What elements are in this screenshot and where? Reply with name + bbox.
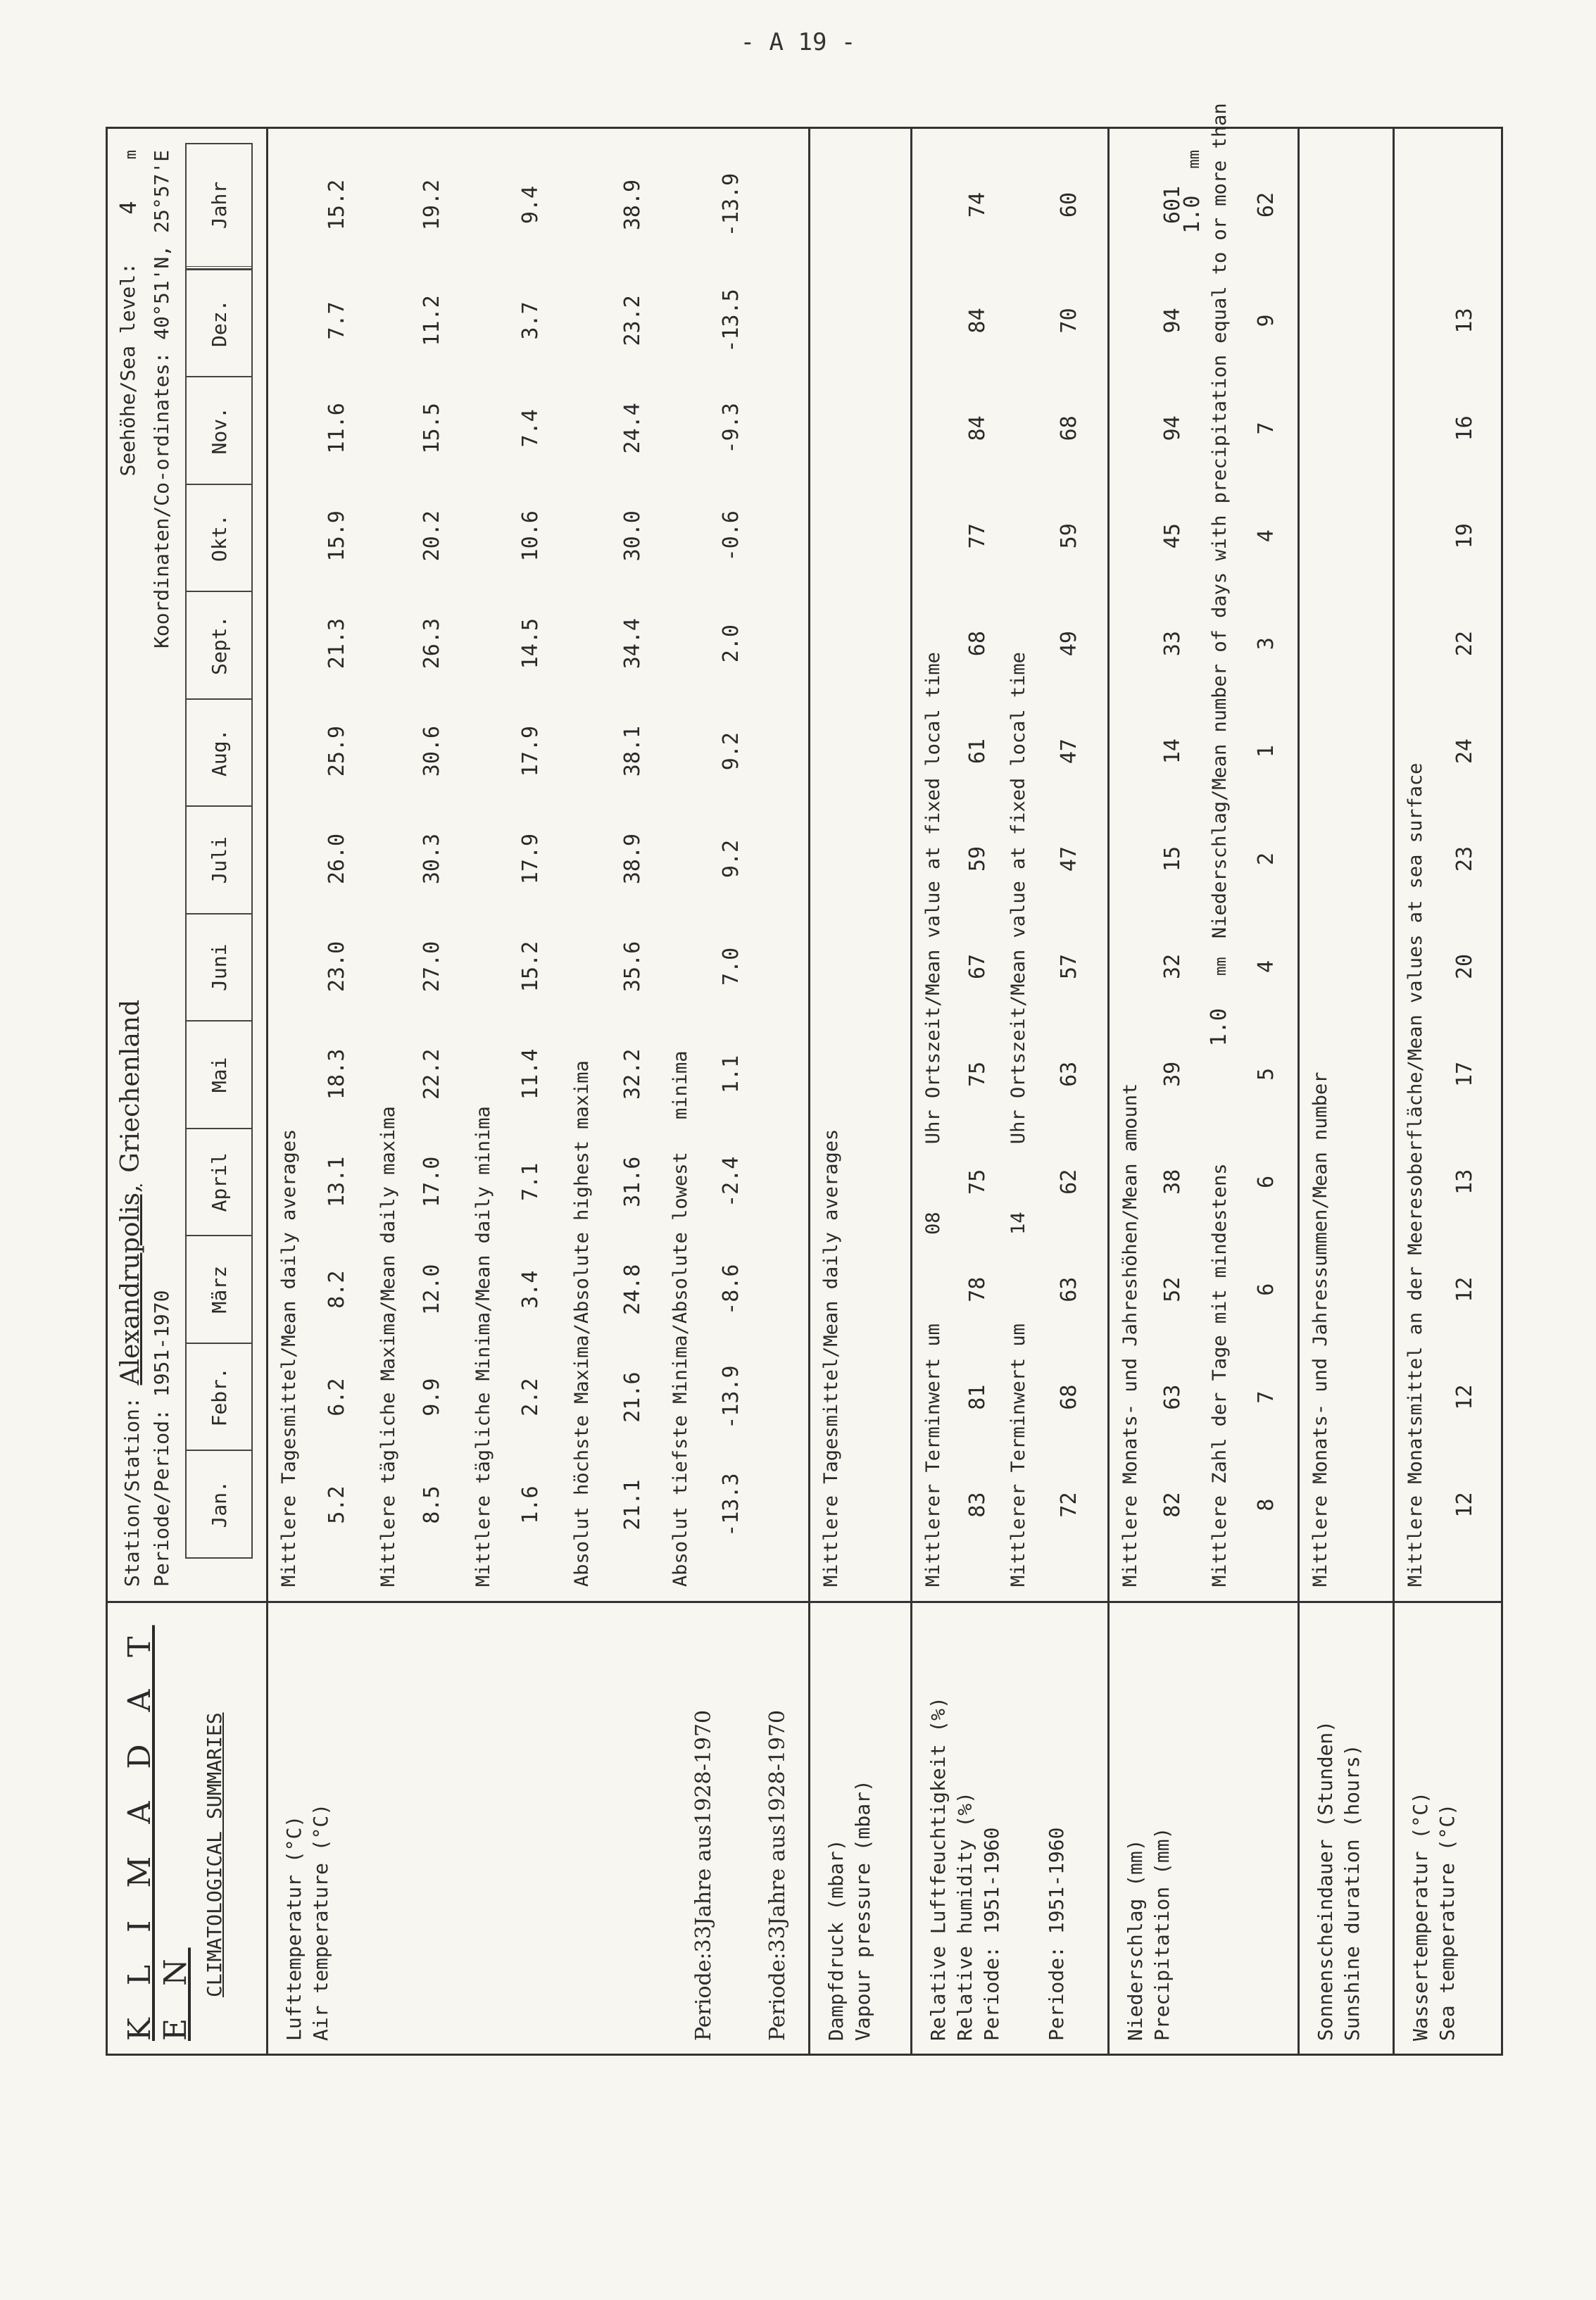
sea-temp-label-de: Wassertemperatur (°C) xyxy=(1409,1791,1432,2041)
month-value: 1 xyxy=(1254,745,1278,758)
air-temp-mean-row xyxy=(325,143,353,1559)
humidity-label-en: Relative humidity (%) xyxy=(953,1791,976,2041)
month-value: 21.1 xyxy=(620,1479,645,1531)
month-value: 35.6 xyxy=(620,941,645,993)
month-value: 3.4 xyxy=(518,1270,543,1309)
month-value: -2.4 xyxy=(719,1156,743,1207)
vapour-caption: Mittlere Tagesmittel/Mean daily averages xyxy=(820,1129,842,1587)
table-title: K L I M A D A T E N xyxy=(122,1625,194,2041)
year-value: 19.2 xyxy=(420,179,444,231)
month-value: 6 xyxy=(1254,1283,1278,1296)
month-value: 22 xyxy=(1452,631,1477,657)
month-value: 15.2 xyxy=(518,941,543,993)
days-threshold-unit: mm xyxy=(1186,150,1203,169)
month-value: 34.4 xyxy=(620,618,645,670)
month-header: März xyxy=(187,1236,251,1343)
month-value: 63 xyxy=(1160,1384,1185,1410)
month-value: 25.9 xyxy=(325,725,349,777)
month-value: 14.5 xyxy=(518,618,543,670)
month-value: 75 xyxy=(965,1061,990,1087)
month-value: 17 xyxy=(1452,1061,1477,1087)
year-header: Jahr xyxy=(187,144,251,269)
month-value: 20.2 xyxy=(420,510,444,562)
month-value: 47 xyxy=(1057,739,1081,765)
air-temp-absmax-caption: Absolut höchste Maxima/Absolute highest maxima xyxy=(571,1060,593,1587)
sea-level-number: 4 xyxy=(115,201,142,215)
station-country: Griechenland xyxy=(116,999,145,1173)
month-value: 81 xyxy=(965,1384,990,1410)
station-line xyxy=(116,1000,145,1587)
table-subtitle: CLIMATOLOGICAL SUMMARIES xyxy=(203,1712,226,1997)
month-value: 24.4 xyxy=(620,403,645,454)
month-value: 4 xyxy=(1254,960,1278,973)
month-value: 23.0 xyxy=(325,941,349,993)
h08-caption-a: Mittlerer Terminwert um xyxy=(922,1324,944,1587)
period-line xyxy=(150,1290,173,1587)
month-value: 15.5 xyxy=(420,403,444,454)
month-header: Juli xyxy=(187,806,251,914)
month-value: 9.2 xyxy=(719,732,743,771)
precip-label-en: Precipitation (mm) xyxy=(1150,1827,1174,2041)
air-temp-period-1: Periode:33Jahre aus1928-1970 xyxy=(691,1709,716,2041)
sea-level-value xyxy=(115,150,142,215)
month-value: 94 xyxy=(1160,415,1185,441)
month-value: 5 xyxy=(1254,1067,1278,1081)
month-value: 59 xyxy=(1057,523,1081,549)
month-value: 11.6 xyxy=(325,403,349,454)
period-label: Periode/Period: xyxy=(150,1409,173,1587)
month-value: 17.0 xyxy=(420,1156,444,1207)
year-value: 601 xyxy=(1160,185,1185,225)
month-value: -13.3 xyxy=(719,1473,743,1537)
month-value: 13 xyxy=(1452,1169,1477,1195)
month-value: 6.2 xyxy=(325,1378,349,1416)
month-value: 7.1 xyxy=(518,1162,543,1201)
month-header: Juni xyxy=(187,913,251,1021)
sea-temp-label-en: Sea temperature (°C) xyxy=(1435,1803,1459,2041)
month-value: 30.0 xyxy=(620,510,645,562)
station-name: Alexandrupolis, xyxy=(116,1184,145,1385)
month-value: 16 xyxy=(1452,415,1477,441)
month-value: 11.2 xyxy=(420,295,444,346)
days-caption-c: mm xyxy=(1212,957,1230,976)
year-value: 38.9 xyxy=(620,179,645,231)
humidity-label xyxy=(912,1603,1110,2054)
precip-label-de: Niederschlag (mm) xyxy=(1124,1839,1147,2041)
month-value: 9.9 xyxy=(420,1378,444,1416)
year-value: -13.9 xyxy=(719,172,743,237)
month-value: 8 xyxy=(1254,1498,1278,1512)
month-value: 15 xyxy=(1160,846,1185,872)
year-value: 62 xyxy=(1254,191,1278,218)
month-value: 12.0 xyxy=(420,1264,444,1315)
month-value: -0.6 xyxy=(719,510,743,562)
month-value: 5.2 xyxy=(325,1485,349,1524)
month-value: 1.1 xyxy=(719,1055,743,1093)
air-temp-absmin-caption xyxy=(670,1050,691,1587)
month-value: 13 xyxy=(1452,308,1477,334)
sea-level-unit: m xyxy=(122,150,140,160)
month-value: 18.3 xyxy=(325,1048,349,1100)
air-temp-period-2: Periode:33Jahre aus1928-1970 xyxy=(765,1709,790,2041)
month-value: 68 xyxy=(1057,415,1081,441)
month-value: 47 xyxy=(1057,846,1081,872)
month-value: 7 xyxy=(1254,422,1278,435)
air-temp-absmax-row xyxy=(620,143,648,1559)
month-value: 8.5 xyxy=(420,1485,444,1524)
sea-temp-label xyxy=(1395,1603,1501,2054)
month-value: 24.8 xyxy=(620,1264,645,1315)
month-value: 67 xyxy=(965,953,990,979)
vapour-label-en: Vapour pressure (mbar) xyxy=(851,1780,874,2041)
month-value: 63 xyxy=(1057,1061,1081,1087)
absmin-caption-b: minima xyxy=(670,1050,691,1120)
air-temp-max-caption: Mittlere tägliche Maxima/Mean daily maxima xyxy=(377,1106,399,1587)
month-value: 26.0 xyxy=(325,833,349,885)
data-column xyxy=(108,103,1501,1601)
days-caption-b: 1.0 xyxy=(1207,1008,1231,1047)
month-value: 68 xyxy=(1057,1384,1081,1410)
year-value: 15.2 xyxy=(325,179,349,231)
month-value: 6 xyxy=(1254,1175,1278,1188)
air-temp-min-row xyxy=(518,143,546,1559)
humidity-14-caption xyxy=(1007,652,1029,1587)
month-value: 62 xyxy=(1057,1169,1081,1195)
precip-days-row xyxy=(1254,143,1282,1559)
month-value: 32 xyxy=(1160,953,1185,979)
month-value: 2 xyxy=(1254,852,1278,866)
sea-temp-row xyxy=(1452,143,1481,1559)
humidity-08-caption xyxy=(922,652,944,1587)
sunshine-label-en: Sunshine duration (hours) xyxy=(1340,1744,1364,2041)
month-value: 21.3 xyxy=(325,618,349,670)
month-header: Dez. xyxy=(187,269,251,377)
absmin-caption-a: Absolut tiefste Minima/Absolute lowest xyxy=(670,1152,691,1587)
humidity-14-row xyxy=(1057,143,1085,1559)
month-value: 94 xyxy=(1160,308,1185,334)
month-value: 75 xyxy=(965,1169,990,1195)
month-value: 19 xyxy=(1452,523,1477,549)
h08-caption-b: 08 xyxy=(922,1212,944,1235)
month-value: 7.0 xyxy=(719,947,743,986)
month-value: 38 xyxy=(1160,1169,1185,1195)
month-value: 17.9 xyxy=(518,725,543,777)
precip-days-caption xyxy=(1207,103,1231,1587)
air-temp-min-caption: Mittlere tägliche Minima/Mean daily minima xyxy=(472,1106,494,1587)
year-value: 74 xyxy=(965,191,990,218)
month-value: 8.2 xyxy=(325,1270,349,1309)
month-header: Okt. xyxy=(187,484,251,591)
month-value: 1.6 xyxy=(518,1485,543,1524)
days-threshold-value xyxy=(1180,150,1205,234)
air-temperature-section xyxy=(268,129,810,1601)
table-title-cell xyxy=(108,1603,268,2054)
month-value: 84 xyxy=(965,415,990,441)
month-value: 33 xyxy=(1160,631,1185,657)
month-header: Jan. xyxy=(187,1450,251,1558)
month-value: 12 xyxy=(1452,1384,1477,1410)
month-value: 12 xyxy=(1452,1276,1477,1302)
h14-caption-c: Uhr Ortszeit/Mean value at fixed local time xyxy=(1007,652,1029,1145)
precipitation-section xyxy=(1110,103,1300,1601)
month-value: 32.2 xyxy=(620,1048,645,1100)
year-value: 60 xyxy=(1057,191,1081,218)
month-value: 20 xyxy=(1452,953,1477,979)
air-temp-label-en: Air temperature (°C) xyxy=(309,1803,332,2041)
humidity-label-de: Relative Luftfeuchtigkeit (%) xyxy=(926,1697,950,2041)
month-value: 83 xyxy=(965,1492,990,1518)
sunshine-caption: Mittlere Monats- und Jahressummen/Mean number xyxy=(1309,1072,1331,1587)
month-value: -13.5 xyxy=(719,289,743,353)
month-value: 12 xyxy=(1452,1492,1477,1518)
month-value: 61 xyxy=(965,739,990,765)
sea-temp-caption: Mittlere Monatsmittel an der Meeresoberfläche/Mean values at sea surface xyxy=(1405,762,1426,1587)
month-value: 30.6 xyxy=(420,725,444,777)
month-header: Nov. xyxy=(187,377,251,484)
humidity-section xyxy=(912,129,1110,1601)
page-number: - A 19 - xyxy=(740,28,856,56)
month-value: 45 xyxy=(1160,523,1185,549)
days-caption-a: Mittlere Zahl der Tage mit mindestens xyxy=(1209,1163,1231,1587)
month-value: 22.2 xyxy=(420,1048,444,1100)
vapour-label xyxy=(810,1603,912,2054)
month-value: 63 xyxy=(1057,1276,1081,1302)
sunshine-label-de: Sonnenscheindauer (Stunden) xyxy=(1314,1720,1337,2041)
h14-caption-b: 14 xyxy=(1007,1212,1029,1235)
month-value: 78 xyxy=(965,1276,990,1302)
h08-caption-c: Uhr Ortszeit/Mean value at fixed local time xyxy=(922,652,944,1145)
month-value: 7.4 xyxy=(518,409,543,448)
month-value: 23 xyxy=(1452,846,1477,872)
month-value: 82 xyxy=(1160,1492,1185,1518)
month-value: -13.9 xyxy=(719,1365,743,1429)
month-value: 39 xyxy=(1160,1061,1185,1087)
month-value: 52 xyxy=(1160,1276,1185,1302)
month-value: 31.6 xyxy=(620,1156,645,1207)
month-value: 7 xyxy=(1254,1390,1278,1404)
month-header: Febr. xyxy=(187,1343,251,1450)
month-value: 13.1 xyxy=(325,1156,349,1207)
month-value: 38.1 xyxy=(620,725,645,777)
month-value: 27.0 xyxy=(420,941,444,993)
month-value: 15.9 xyxy=(325,510,349,562)
month-value: 72 xyxy=(1057,1492,1081,1518)
month-value: 23.2 xyxy=(620,295,645,346)
month-value: 70 xyxy=(1057,308,1081,334)
climate-table xyxy=(106,103,1503,2056)
station-label: Station/Station: xyxy=(120,1397,144,1587)
month-value: 17.9 xyxy=(518,833,543,885)
h14-caption-a: Mittlerer Terminwert um xyxy=(1007,1324,1029,1587)
period-value: 1951-1970 xyxy=(150,1290,173,1397)
month-value: 68 xyxy=(965,631,990,657)
sunshine-section xyxy=(1300,129,1395,1601)
humidity-08-row xyxy=(965,143,993,1559)
month-value: 21.6 xyxy=(620,1371,645,1423)
days-caption-d: Niederschlag/Mean number of days with precipitation equal to or more than xyxy=(1209,103,1231,939)
sea-temp-section xyxy=(1395,129,1501,1601)
vapour-label-de: Dampfdruck (mbar) xyxy=(824,1839,848,2041)
month-value: 77 xyxy=(965,523,990,549)
month-value: 59 xyxy=(965,846,990,872)
month-header: Sept. xyxy=(187,591,251,699)
month-value: 3 xyxy=(1254,637,1278,651)
air-temp-absmin-row xyxy=(719,143,747,1559)
month-value: 10.6 xyxy=(518,510,543,562)
month-value: 9 xyxy=(1254,314,1278,327)
precip-amount-row xyxy=(1160,143,1188,1559)
month-value: 49 xyxy=(1057,631,1081,657)
label-column xyxy=(108,1601,1501,2054)
month-value: 84 xyxy=(965,308,990,334)
month-value: 2.2 xyxy=(518,1378,543,1416)
month-value: 14 xyxy=(1160,739,1185,765)
month-value: 26.3 xyxy=(420,618,444,670)
coordinates: Koordinaten/Co-ordinates: 40°51'N, 25°57'E xyxy=(150,150,173,649)
month-value: 11.4 xyxy=(518,1048,543,1100)
month-value: 24 xyxy=(1452,739,1477,765)
air-temp-label-de: Lufttemperatur (°C) xyxy=(282,1815,306,2041)
humidity-period-2: Periode: 1951-1960 xyxy=(1045,1827,1068,2041)
precip-amount-caption: Mittlere Monats- und Jahreshöhen/Mean amount xyxy=(1119,1083,1141,1587)
month-value: 2.0 xyxy=(719,624,743,663)
month-header: Aug. xyxy=(187,698,251,806)
month-value: 4 xyxy=(1254,529,1278,543)
station-header xyxy=(108,129,268,1601)
month-value: -9.3 xyxy=(719,403,743,454)
month-value: -8.6 xyxy=(719,1264,743,1315)
month-value: 3.7 xyxy=(518,301,543,340)
month-value: 57 xyxy=(1057,953,1081,979)
month-value: 30.3 xyxy=(420,833,444,885)
sea-level-label: Seehöhe/Sea level: xyxy=(116,263,139,477)
vapour-section xyxy=(810,129,912,1601)
air-temperature-label xyxy=(268,1603,810,2054)
humidity-period-1: Periode: 1951-1960 xyxy=(980,1827,1003,2041)
month-value: 9.2 xyxy=(719,839,743,879)
days-threshold-number: 1.0 xyxy=(1180,195,1205,234)
year-value: 9.4 xyxy=(518,185,543,225)
month-value: 38.9 xyxy=(620,833,645,885)
year-value xyxy=(1452,143,1481,267)
month-header-row xyxy=(185,143,253,1559)
air-temp-mean-caption: Mittlere Tagesmittel/Mean daily averages xyxy=(278,1129,300,1587)
month-header: April xyxy=(187,1128,251,1236)
month-value: 7.7 xyxy=(325,301,349,340)
air-temp-max-row xyxy=(420,143,448,1559)
sunshine-label xyxy=(1300,1603,1395,2054)
month-header: Mai xyxy=(187,1021,251,1129)
precipitation-label xyxy=(1110,1603,1300,2054)
